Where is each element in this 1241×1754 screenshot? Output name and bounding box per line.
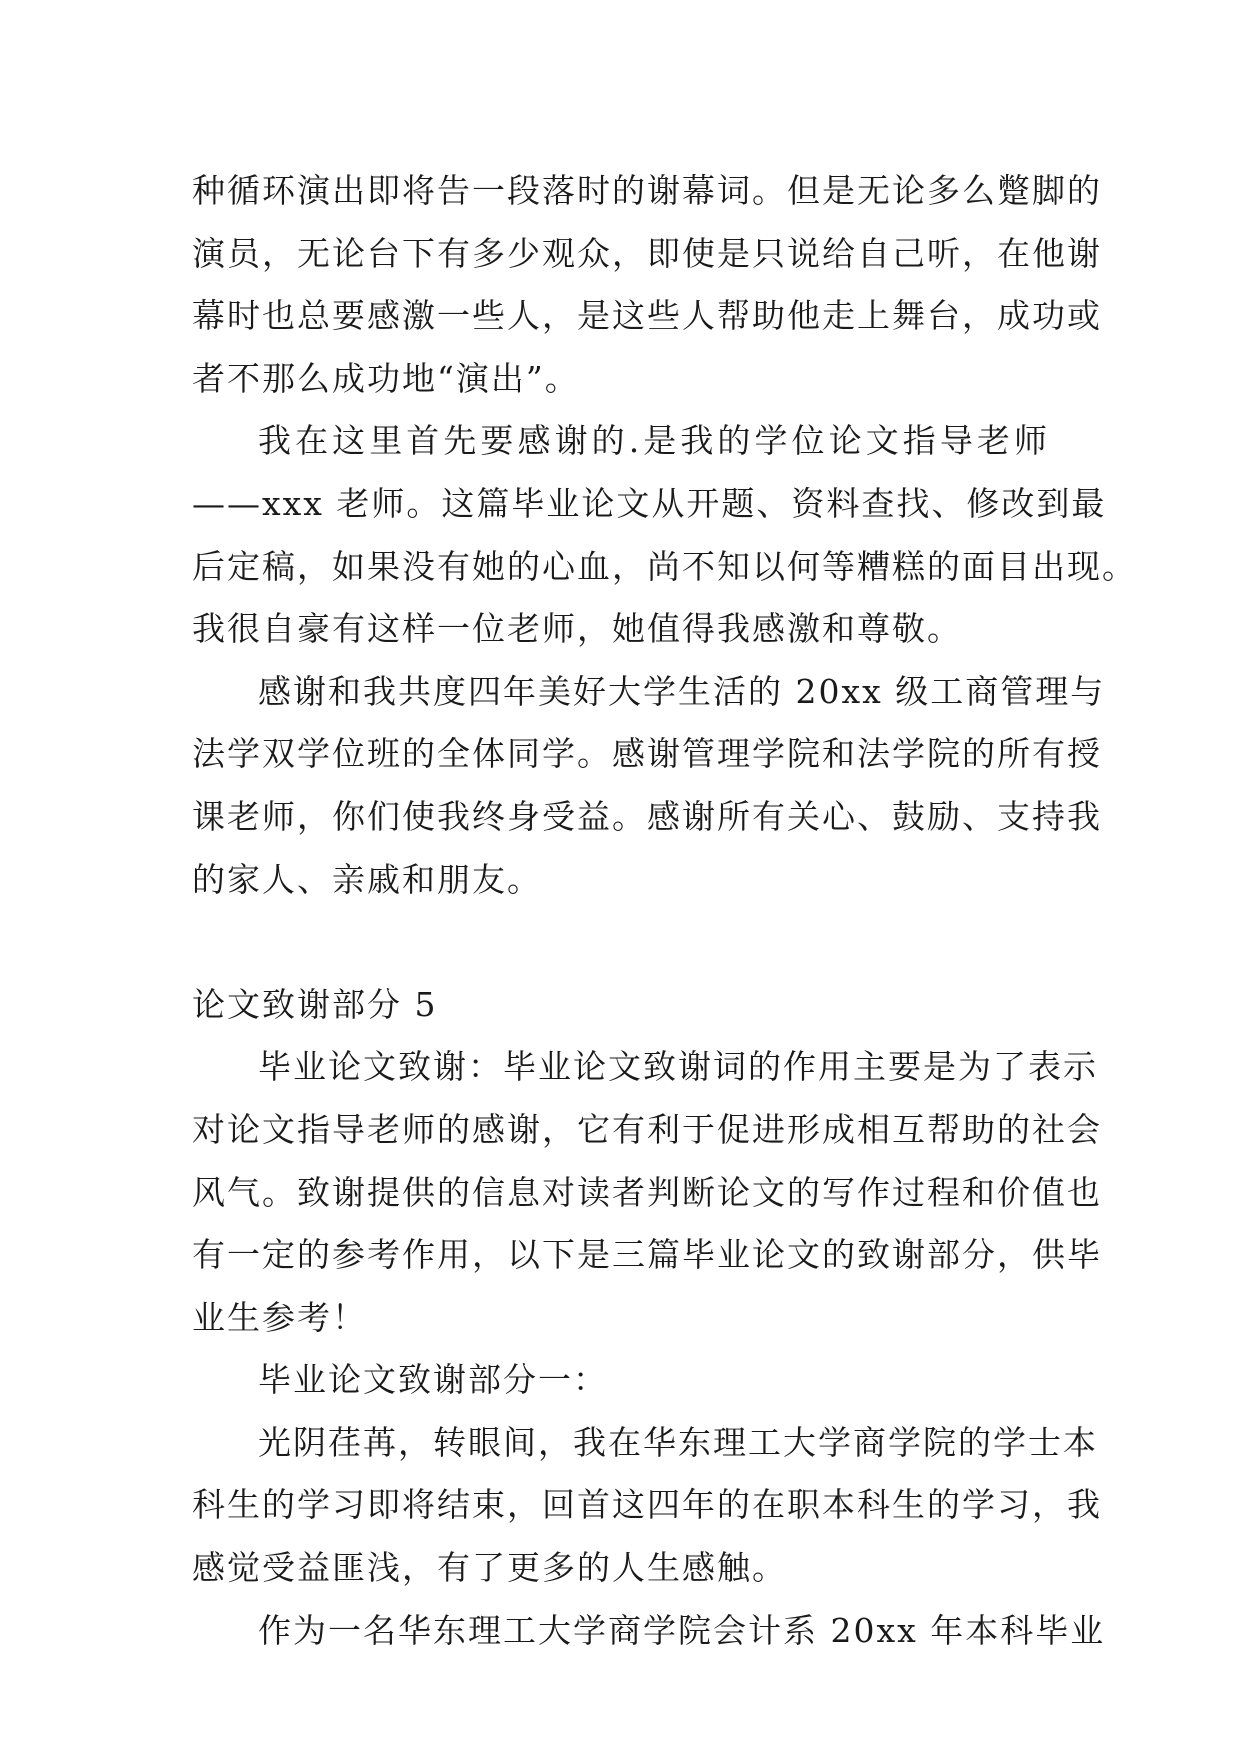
text-line: 法学双学位班的全体同学。感谢管理学院和法学院的所有授: [192, 734, 1102, 774]
text-line: ——xxx 老师。这篇毕业论文从开题、资料查找、修改到最: [192, 483, 1107, 523]
text-line: 种循环演出即将告一段落时的谢幕词。但是无论多么蹩脚的: [192, 171, 1102, 210]
text-line: 我在这里首先要感谢的.是我的学位论文指导老师: [258, 421, 1049, 461]
text-line: 后定稿，如果没有她的心血，尚不知以何等糟糕的面目出现。: [192, 546, 1137, 586]
paragraph: [192, 1600, 1106, 1663]
text-line: 业生参考！: [192, 1297, 367, 1337]
paragraph: [192, 410, 1137, 660]
section-title: 论文致谢部分 5: [192, 984, 438, 1024]
text-line: 演员，无论台下有多少观众，即使是只说给自己听，在他谢: [192, 233, 1102, 273]
text-line: 对论文指导老师的感谢，它有利于促进形成相互帮助的社会: [192, 1109, 1102, 1149]
text-line: 科生的学习即将结束，回首这四年的在职本科生的学习，我: [192, 1485, 1102, 1525]
text-line: 风气。致谢提供的信息对读者判断论文的写作过程和价值也: [192, 1172, 1102, 1212]
text-line: 感觉受益匪浅，有了更多的人生感触。: [192, 1548, 787, 1588]
text-line: 有一定的参考作用，以下是三篇毕业论文的致谢部分，供毕: [192, 1235, 1102, 1275]
blank-line: [192, 911, 1049, 974]
text-line: 课老师，你们使我终身受益。感谢所有关心、鼓励、支持我: [192, 796, 1102, 836]
document-body: [192, 160, 1137, 1662]
text-line: 感谢和我共度四年美好大学生活的 20xx 级工商管理与: [258, 671, 1106, 711]
text-line: 毕业论文致谢：毕业论文致谢词的作用主要是为了表示: [258, 1047, 1098, 1087]
text-line: 者不那么成功地“演出”。: [192, 358, 580, 398]
text-line: 毕业论文致谢部分一：: [258, 1360, 608, 1400]
paragraph: [192, 1349, 1049, 1412]
text-line: 光阴荏苒，转眼间，我在华东理工大学商学院的学士本: [258, 1422, 1098, 1462]
paragraph: [192, 1036, 1102, 1349]
text-line: 的家人、亲戚和朋友。: [192, 859, 542, 899]
paragraph: [192, 160, 1102, 410]
text-line: 作为一名华东理工大学商学院会计系 20xx 年本科毕业: [258, 1610, 1106, 1650]
text-line: 幕时也总要感激一些人，是这些人帮助他走上舞台，成功或: [192, 296, 1102, 336]
text-line: 我很自豪有这样一位老师，她值得我感激和尊敬。: [192, 609, 962, 649]
paragraph: [192, 661, 1106, 911]
paragraph: [192, 1412, 1102, 1600]
